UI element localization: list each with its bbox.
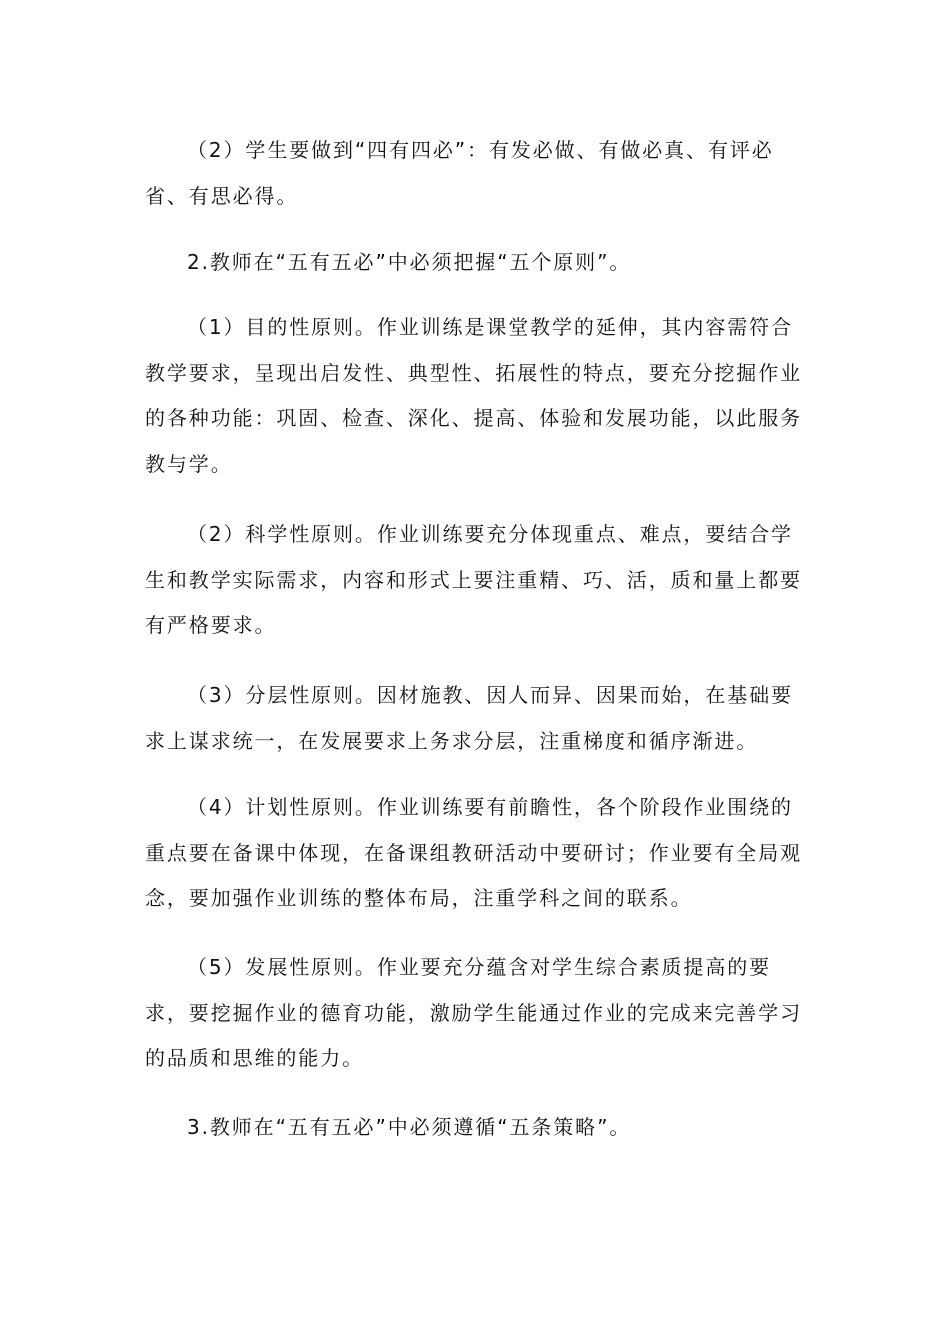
section-heading-five-principles: 2.教师在“五有五必”中必须把握“五个原则”。: [187, 250, 632, 274]
paragraph-principle-purpose: （1）目的性原则。作业训练是课堂教学的延伸，其内容需符合教学要求，呈现出启发性、典型性、拓展性的特点，要充分挖掘作业的各种功能：巩固、检查、深化、提高、体验和发展功能，以此服务教与学。: [145, 315, 802, 476]
paragraph-principle-layered: （3）分层性原则。因材施教、因人而异、因果而始，在基础要求上谋求统一，在发展要求上务求分层，注重梯度和循序渐进。: [145, 683, 793, 753]
section-heading-five-strategies: 3.教师在“五有五必”中必须遵循“五条策略”。: [187, 1115, 632, 1139]
paragraph-principle-development: （5）发展性原则。作业要充分蕴含对学生综合素质提高的要求，要挖掘作业的德育功能，激励学生能通过作业的完成来完善学习的品质和思维的能力。: [145, 955, 802, 1070]
paragraph-principle-planning: （4）计划性原则。作业训练要有前瞻性，各个阶段作业围绕的重点要在备课中体现，在备课组教研活动中要研讨；作业要有全局观念，要加强作业训练的整体布局，注重学科之间的联系。: [145, 795, 802, 910]
paragraph-student-requirements: （2）学生要做到“四有四必”：有发必做、有做必真、有评必省、有思必得。: [145, 138, 774, 208]
paragraph-principle-scientific: （2）科学性原则。作业训练要充分体现重点、难点，要结合学生和教学实际需求，内容和形式上要注重精、巧、活，质和量上都要有严格要求。: [145, 522, 802, 637]
